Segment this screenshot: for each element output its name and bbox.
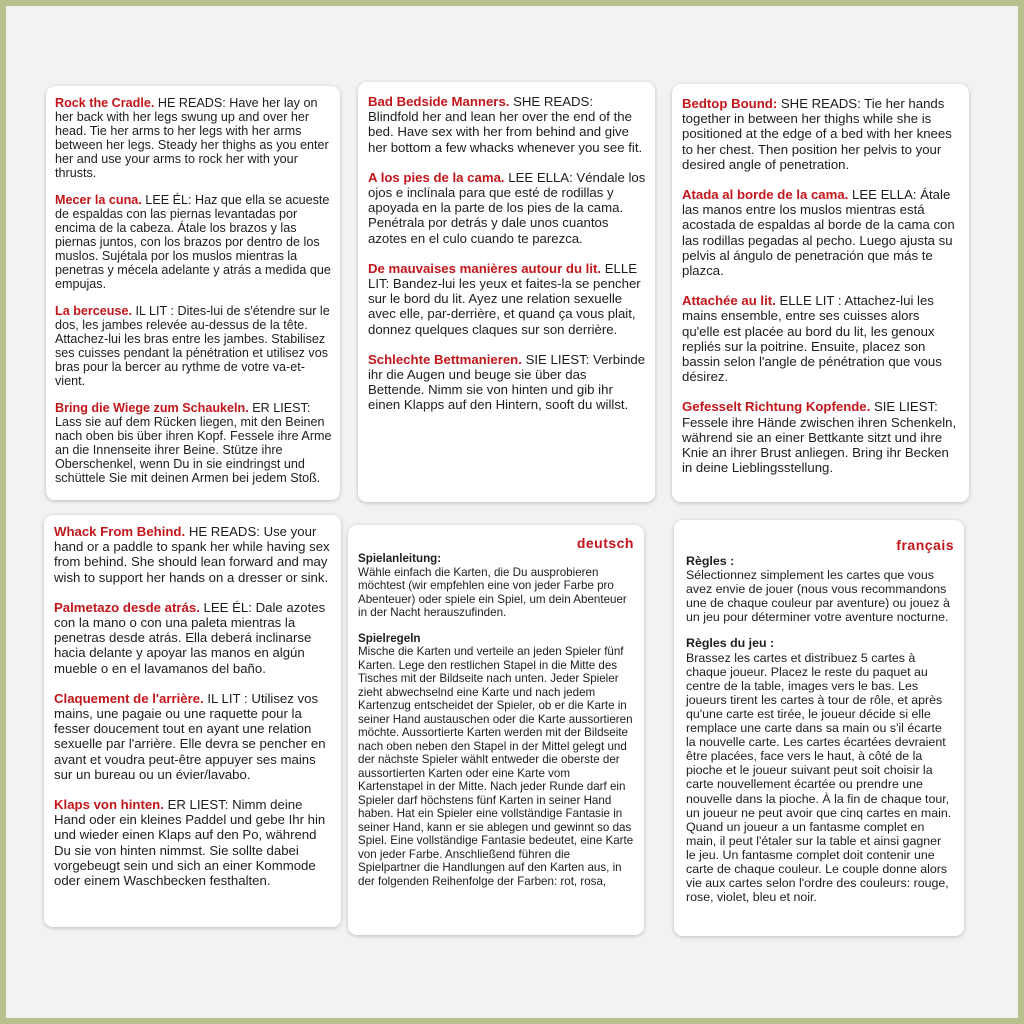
card-entry — [55, 401, 332, 485]
entry-body: IL LIT : Utilisez vos mains, une pagaie ou une raquette pour la fesser doucement tout en ayant une relation sexuelle par l'arrière. Elle devra se pencher en avant et voudra peut-être appuyer ses mains sur un bureau ou un évier/lavabo. — [54, 690, 326, 782]
card-entry — [54, 524, 332, 585]
section-body: Wähle einfach die Karten, die Du ausprobieren möchtest (wir empfehlen eine von jeder Farbe pro Abenteuer) oder spiele ein Spiel, um dein Abenteuer in der Nacht herauszufinden. — [358, 565, 627, 619]
entry-body: ELLE LIT: Bandez-lui les yeux et faites-la se pencher sur le bord du lit. Ayez une relation sexuelle avec elle, par-derrière, et quand ça vous plait, donnez quelques claques sur son derrière. — [368, 260, 641, 337]
entry-title: Bad Bedside Manners. — [368, 94, 510, 109]
card-bedtop-bound — [672, 84, 969, 502]
card-entry — [54, 691, 332, 782]
section-title: Règles : — [686, 554, 735, 568]
entry-title: Bring die Wiege zum Schaukeln. — [55, 401, 249, 415]
entry-body: SIE LIEST: Verbinde ihr die Augen und beuge sie über das Bettende. Nimm sie von hinten und gib ihr einen Klapps auf den Hintern, sooft du willst. — [368, 351, 646, 413]
entry-body: ELLE LIT : Attachez-lui les mains ensemble, entre ses cuisses alors qu'elle est placée au bord du lit, les genoux repliés sur la poitrine. Ensuite, placez son bassin selon l'angle de pénétration que vous désirez. — [682, 293, 942, 385]
language-label: deutsch — [576, 535, 634, 551]
card-entry — [682, 293, 960, 384]
card-entry — [54, 797, 332, 888]
card-entry — [368, 261, 646, 337]
entry-body: LEE ÉL: Dale azotes con la mano o con una paleta mientras la penetras desde atrás. Ella deberá inclinarse hacia delante y apoyar las manos en algún mueble o en el lavamanos del baño. — [54, 599, 326, 676]
card-entry — [682, 399, 960, 475]
card-rules-francais — [674, 520, 964, 936]
section-body: Mische die Karten und verteile an jeden Spieler fünf Karten. Lege den restlichen Stapel in die Mitte des Tisches mit der Bildseite nach unten. Jeder Spieler zieht abwechselnd eine Karte und nach jedem Kartenzug entscheidet der Spieler, ob er die Karte in seiner Hand austauschen oder die Karte aussortieren möchte. Aussortierte Karten werden mit der Bildseite nach oben neben den Stapel in der Mittel gelegt und der nächste Spieler wählt entweder die oberste der aussortierten Karten oder eine Karte vom Kartenstapel in der Mitte. Nach jeder Runde darf ein Spieler darf höchstens fünf Karten in seiner Hand haben. Hat ein Spieler eine vollständige Fantasie in seiner Hand, kann er sie ablegen und gewinnt so das Spiel. Eine vollständige Fantasie bedeutet, eine Karte von jeder Farbe. Anschließend führen die Spielpartner die Handlungen auf den Karten aus, in der folgenden Reihenfolge der Farben: rot, rosa, — [358, 645, 634, 888]
entry-body: SHE READS: Blindfold her and lean her over the end of the bed. Have sex with her from behind and give her bottom a few whacks whenever you see fit. — [368, 94, 643, 155]
entry-body: HE READS: Use your hand or a paddle to spank her while having sex from behind. She should lean forward and may wish to support her hands on a dresser or sink. — [54, 524, 330, 585]
entry-title: Claquement de l'arrière. — [54, 690, 204, 706]
language-label: français — [896, 537, 954, 553]
card-entry — [55, 96, 332, 180]
entry-body: SIE LIEST: Fessele ihre Hände zwischen ihren Schenkeln, während sie an einer Bettkante sitzt und ihre Knie an ihrer Brust anliegen. Bring ihr Becken in deine Lieblingsstellung. — [682, 399, 957, 476]
card-entry — [682, 187, 960, 278]
entry-title: Gefesselt Richtung Kopfende. — [682, 399, 871, 415]
card-bad-bedside-manners — [358, 82, 655, 502]
card-layout-photo — [6, 6, 1018, 1018]
entry-body: IL LIT : Dites-lui de s'étendre sur le dos, les jambes relevée au-dessus de la tête. Attachez-lui les bras entre les jambes. Stabilisez ses cuisses pendant la pénétration et utilisez vos bras pour la bercer au rythme de votre va-et-vient. — [55, 304, 330, 388]
entry-body: SHE READS: Tie her hands together in between her thighs while she is positioned at the edge of a bed with her knees to her chest. Then position her pelvis to your desired angle of penetration. — [682, 96, 952, 172]
entry-body: ER LIEST: Nimm deine Hand oder ein kleines Paddel und gebe Ihr hin und wieder einen Klaps auf den Po, während Du sie von hinten nimmst. Sie sollte dabei vorgebeugt sein und sich an einer Kommode oder einem Waschbecken festhalten. — [54, 797, 326, 889]
entry-body: LEE ELLA: Véndale los ojos e inclínala para que esté de rodillas y apoyada en la parte de los pies de la cama. Penétrala por detrás y dale unos cuantos azotes en el culo cuando te parezca. — [368, 169, 646, 246]
entry-body: LEE ÉL: Haz que ella se acueste de espaldas con las piernas levantadas por encima de la cabeza. Átale los brazos y las piernas juntos, con los brazos por dentro de los muslos. Sujétala por los muslos mientras la penetras y mécela adelante y atrás a medida que empujas. — [55, 193, 331, 291]
section-title: Règles du jeu : — [686, 636, 775, 651]
card-rock-the-cradle — [46, 86, 340, 500]
entry-title: Bedtop Bound: — [682, 96, 778, 111]
entry-body: LEE ELLA: Átale las manos entre los muslos mientras está acostada de espaldas al borde de la cama con las rodillas pegadas al pecho. Luego ajusta su pelvis al ángulo de penetración que más te plazca. — [682, 187, 955, 279]
entry-title: Klaps von hinten. — [54, 797, 164, 813]
entry-title: Palmetazo desde atrás. — [54, 599, 200, 615]
card-entry — [368, 94, 646, 155]
section-title: Spielregeln — [358, 631, 421, 645]
section-body: Sélectionnez simplement les cartes que vous avez envie de jouer (nous vous recommandons une de chaque couleur par aventure) ou jouez à un jeu pour déterminer votre aventure nocturne. — [686, 568, 950, 625]
card-entry — [682, 96, 960, 172]
entry-title: Whack From Behind. — [54, 524, 186, 539]
card-whack-from-behind — [44, 515, 341, 927]
entry-title: Schlechte Bettmanieren. — [368, 351, 522, 367]
entry-title: Mecer la cuna. — [55, 193, 142, 207]
entry-title: Rock the Cradle. — [55, 96, 155, 110]
card-entry — [54, 600, 332, 676]
entry-title: A los pies de la cama. — [368, 169, 505, 185]
entry-body: HE READS: Have her lay on her back with her legs swung up and over her head. Tie her arms to her legs with her arms between her legs. Steady her thighs as you enter her and use your arms to rock her with your thrusts. — [55, 96, 329, 180]
entry-title: De mauvaises manières autour du lit. — [368, 260, 602, 276]
entry-title: La berceuse. — [55, 304, 133, 318]
card-rules-deutsch — [348, 525, 644, 935]
entry-title: Attachée au lit. — [682, 293, 776, 309]
card-entry — [55, 304, 332, 388]
entry-title: Atada al borde de la cama. — [682, 187, 849, 203]
card-entry — [368, 170, 646, 246]
section-title: Spielanleitung: — [358, 552, 442, 565]
section-body: Brassez les cartes et distribuez 5 cartes à chaque joueur. Placez le reste du paquet au centre de la table, images vers le bas. Les joueurs tirent les cartes à tour de rôle, et après qu'une carte est tirée, le joueur décide si elle remplace une carte dans sa main ou s'il écarte la nouvelle carte. Les cartes écartées devraient être placées, face vers le haut, à côté de la pioche et le joueur suivant peut soit choisir la carte nouvellement écartée ou prendre une nouvelle dans la pioche. À la fin de chaque tour, un joueur ne peut avoir que cinq cartes en main. Quand un joueur a un fantasme complet en main, il peut l'étaler sur la table et ainsi gagner le jeu. Un fantasme complet doit contenir une carte de chaque couleur. Le couple donne alors vie aux cartes selon l'ordre des couleurs: rouge, rose, violet, bleu et noir. — [686, 650, 952, 905]
entry-body: ER LIEST: Lass sie auf dem Rücken liegen, mit den Beinen nach oben bis über ihren Kopf. Fessele ihre Arme an die Innenseite ihrer Beine. Stütze ihre Oberschenkel, wenn Du in sie eindringst und schüttele Sie mit deinen Armen bei jedem Stoß. — [55, 401, 332, 485]
card-entry — [368, 352, 646, 413]
card-entry — [55, 193, 332, 291]
